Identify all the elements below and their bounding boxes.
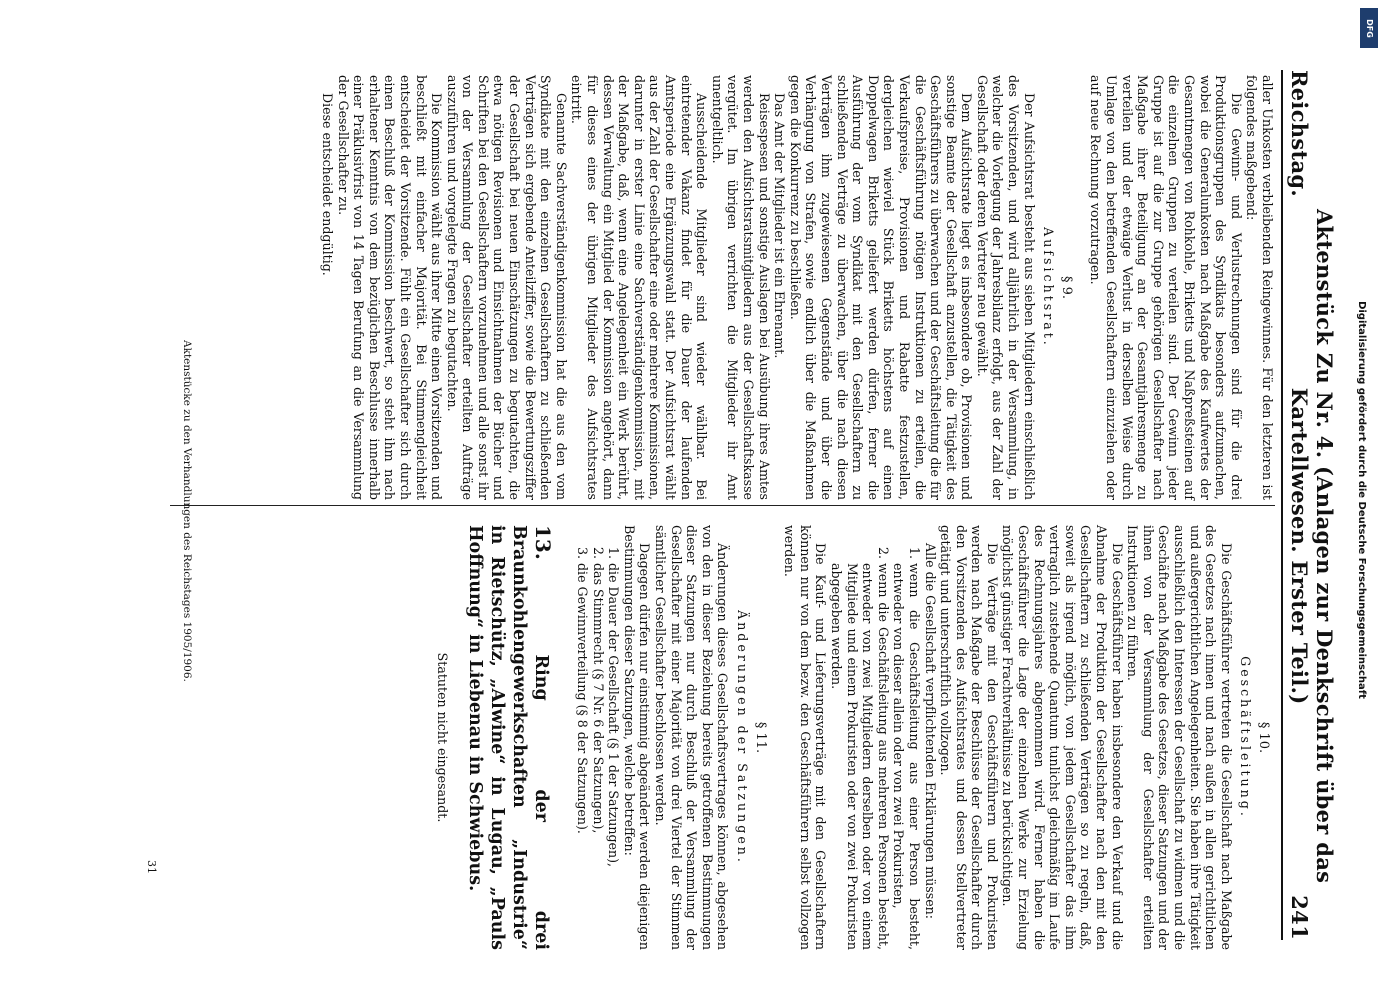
list-item: 1. die Dauer der Gesellschaft (§ 1 der Satzungen), [606,563,622,950]
header-rule [1281,70,1283,940]
list-item: 1. wenn die Geschäftsleitung aus einer Person besteht, entweder von dieser allein oder von zwei Prokuristen, [891,563,922,950]
footer-title: Aktenstücke zu den Verhandlungen des Reichstages 1905/1906. [181,340,193,682]
paragraph: Das Amt der Mitglieder ist ein Ehrenamt. [772,93,788,359]
section-heading: Änderungen der Satzungen. [735,610,750,865]
dfg-logo: DFG [1360,8,1378,48]
paragraph: Reisespesen und sonstige Auslagen bei Ausübung ihres Amtes werden den Aufsichtsratsmitgliedern aus der Gesellschaftskasse vergütet. Im übrigen verrichten die Mitglieder ihr Amt unentgeltlich. [709,75,772,500]
right-column [435,525,1275,950]
paragraph: Diese entscheidet endgültig. [319,93,335,276]
cartel-heading [464,525,554,950]
list-item: 2. wenn die Geschäftsleitung aus mehreren Personen besteht, entweder von zwei Mitgliedern derselben oder von einem Mitgliede und einem Prokuristen oder von zwei Prokuristen abgegeben werden. [828,563,890,950]
paragraph: Alle die Gesellschaft verpflichtenden Erklärungen müssen: [922,543,938,920]
paragraph: Die Gewinn- und Verlustrechnungen sind für die drei Produktionsgruppen des Syndikats besonders aufzumachen, wobei die Generalunkosten nach Maßgabe des Kaufwertes der Gesamtmengen von Rohkohle, Briketts und Naßpreßsteinen auf die einzelnen Gruppen zu verteilen sind. Der Gewinn jeder Gruppe ist auf die zur Gruppe gehörigen Gesellschafter nach Maßgabe ihrer Beteiligung an der Gesamtjahresmenge zu verteilen und der etwaige Verlust in derselben Weise durch Umlage von den betreffenden Gesellschaftern einzuziehen oder auf neue Rechnung vorzutragen. [1088,75,1244,500]
section-number: § 9. [1058,275,1074,300]
running-header [1287,70,1335,940]
section-heading: Geschäftsleitung. [1238,656,1254,819]
section-heading: Aufsichtsrat. [1041,227,1057,348]
column-divider [170,505,1275,506]
signature-mark: 31 [145,860,158,874]
paragraph: Genannte Sachverständigenkommission hat die aus den vom Syndikate mit den einzelnen Gesellschaftern zu schließenden Verträgen sich ergebende Anteilziffer, sowie die Bewertungsziffer der Gesellschaft bei neuen Einschätzungen zu begutachten, die etwa nötigen Revisionen und Einsichtnahmen der Bücher und Schriften bei den Gesellschaftern vorzunehmen und alle sonst ihr von der Versammlung der Gesellschafter erteilten Aufträge auszuführen und vorgelegte Fragen zu begutachten. [444,75,569,500]
list-item: 3. die Gewinnverteilung (§ 8 der Satzungen). [574,563,590,950]
paragraph: Die Kommission wählt aus ihrer Mitte einen Vorsitzenden und beschließt mit einfacher Majorität. Bei Stimmengleichheit entscheidet der Vorsitzende. Fühlt ein Gesellschafter sich durch einen Beschluß der Kommission beschwert, so steht ihm nach erhaltener Kenntnis von dem bezüglichen Beschlusse innerhalb einer Präklusivfrist von 14 Tagen Berufung an die Versammlung der Gesellschafter zu. [335,75,445,500]
numbered-list [574,525,621,950]
paragraph: Ausscheidende Mitglieder sind wieder wählbar. Bei eintretender Vakanz findet für die Dauer der laufenden Amtsperiode eine Ergänzungswahl statt. Der Aufsichtsrat wählt aus der Zahl der Gesellschafter eine oder mehrere Kommissionen, darunter in erster Linie eine Sachverständigenkommission, mit der Maßgabe, daß, wenn eine Angelegenheit ein Werk berührt, dessen Verwaltung ein Mitglied der Kommission angehört, dann für dieses eines der übrigen Mitglieder des Aufsichtsrates eintritt. [569,75,710,500]
paragraph: Änderungen dieses Gesellschaftsvertrages können, abgesehen von den in dieser Beziehung bereits getroffenen Bestimmungen dieser Satzungen nur durch Beschluß der Versammlung der Gesellschafter mit einer Majorität von drei Viertel der Stimmen sämtlicher Gesellschafter beschlossen werden. [653,525,731,950]
page-number: 241 [1287,895,1312,940]
digitization-credit: Digitalisierung gefördert durch die Deutsche Forschungsgemeinschaft [1356,301,1367,699]
header-left: Reichstag. [1287,70,1312,197]
paragraph: Die Kauf- und Lieferungsverträge mit den Gesellschaftern können nur von dem bezw. den Geschäftsführern selbst vollzogen werden. [782,525,829,950]
note: Statuten nicht eingesandt. [435,652,451,823]
paragraph: Die Geschäftsführer vertreten die Gesellschaft nach Maßgabe des Gesetzes nach innen und nach außen in allen gerichtlichen und außergerichtlichen Angelegenheiten. Sie haben ihre Tätigkeit ausschließlich den Interessen der Gesellschaft zu widmen und die Geschäfte nach Maßgabe des Gesetzes, dieser Satzungen und der ihnen von der Versammlung der Gesellschafter erteilten Instruktionen zu führen. [1125,525,1234,950]
paragraph: Die Verträge mit den Geschäftsführern und Prokuristen werden nach Maßgabe der Beschlüsse der Gesellschafter durch den Vorsitzenden des Aufsichtsrates und dessen Stellvertreter getätigt und unterschriftlich vollzogen. [938,525,1000,950]
paragraph: Der Aufsichtsrat besteht aus sieben Mitgliedern einschließlich des Vorsitzenden, und wird alljährlich in der Versammlung, in welcher die Vorlegung der Jahresbilanz erfolgt, aus der Zahl der Gesellschaft oder deren Vertreter neu gewählt. [974,75,1037,500]
section-number: § 11. [752,721,768,754]
paragraph: aller Unkosten verbleibenden Reingewinnes. Für den letzteren ist folgendes maßgebend: [1244,75,1275,500]
cartel-number: 13. [531,525,556,560]
list-item: 2. das Stimmrecht (§ 7 Nr. 6 der Satzungen), [590,563,606,950]
paragraph: Dem Aufsichtsrate liegt es insbesondere ob, Provisionen und sonstige Beamte der Gesellschaft anzustellen, die Tätigkeit des Geschäftsführers zu überwachen und der Geschäftsleitung die für die Geschäftsführung nötigen Instruktionen zu erteilen, die Verkaufspreise, Provisionen und Rabatte festzustellen, dergleichen wieviel Stück Briketts höchstens auf einen Doppelwagen Briketts geliefert werden dürfen, ferner die Ausführung der vom Syndikat mit den Gesellschaftern zu schließenden Verträge zu überwachen, über die nach diesen Verträgen ihm zugewiesenen Gegenstände und über die Verhängung von Strafen, sowie endlich über die Maßnahmen gegen die Konkurrenz zu beschließen. [787,75,975,500]
section-number: § 10. [1256,721,1271,754]
left-column [319,75,1275,500]
header-title: Aktenstück Zu Nr. 4. (Anlagen zur Denkschrift über das Kartellwesen. Erster Teil.) [1287,208,1337,884]
cartel-title: Ring der drei Braunkohlengewerkschaften „Industrie“ in Rietschütz, „Alwine“ in Lugau, „Pauls Hoffnung“ in Liebenau in Schwiebus. [465,525,552,951]
paragraph: Die Geschäftsführer haben insbesondere den Verkauf und die Abnahme der Produktion der Gesellschafter nach den mit den Gesellschaftern zu schließenden Verträgen so zu regeln, daß, soweit als irgend möglich, von jedem Gesellschafter das ihm vertraglich zustehende Quantum tunlichst gleichmäßig im Laufe des Rechnungsjahres abgenommen wird. Ferner haben die Geschäftsführer die Lage der einzelnen Werke zur Erzielung möglichst günstiger Frachtverhältnisse zu berücksichtigen. [1000,525,1125,950]
numbered-list [828,525,922,950]
paragraph: Dagegen dürfen nur einstimmig abgeändert werden diejenigen Bestimmungen dieser Satzungen, welche betreffen: [621,525,653,950]
